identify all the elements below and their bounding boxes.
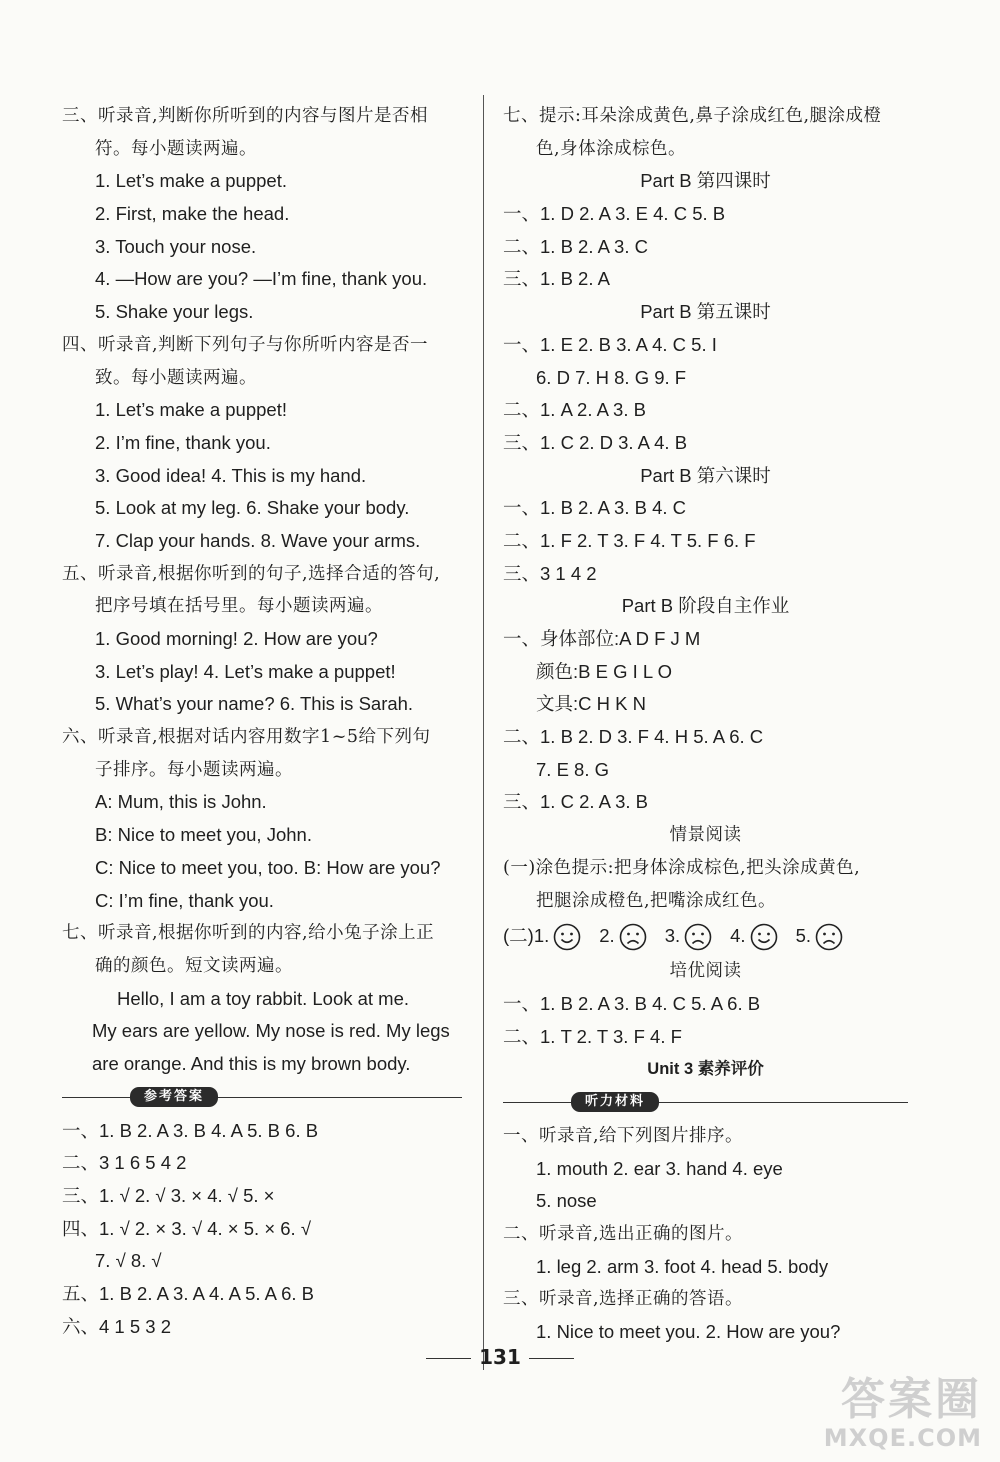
dialogue-line: B: Nice to meet you, John.	[95, 824, 312, 846]
happy-face-icon	[750, 923, 778, 951]
unit-heading: Unit 3 素养评价	[647, 1060, 764, 1079]
tip-line-cont: 色,身体涂成棕色。	[536, 138, 687, 159]
answer-line: 一、1. D 2. A 3. E 4. C 5. B	[503, 203, 726, 225]
listening-line: 3. Good idea! 4. This is my hand.	[95, 464, 367, 486]
answer-line: 三、3 1 4 2	[503, 562, 597, 584]
coloring-tip: (一)涂色提示:把身体涂成棕色,把头涂成黄色,	[503, 857, 861, 878]
lesson-heading: Part B 阶段自主作业	[621, 595, 790, 617]
face-number: 4.	[730, 925, 746, 947]
listening-line: 1. Let’s make a puppet!	[95, 399, 287, 421]
listening-material-tag: 听力材料	[571, 1092, 659, 1112]
dialogue-line: C: I’m fine, thank you.	[95, 889, 274, 911]
page-number	[0, 1345, 1000, 1369]
answer-line: 四、1. √ 2. × 3. √ 4. × 5. × 6. √	[62, 1217, 311, 1239]
left-column	[62, 100, 462, 1343]
section-3-title: 三、听录音,判断你所听到的内容与图片是否相	[62, 106, 429, 126]
answer-line: 三、1. C 2. A 3. B	[503, 791, 648, 813]
listening-line: 5. nose	[536, 1190, 597, 1212]
face-number: 2.	[599, 925, 615, 947]
tip-line: 七、提示:耳朵涂成黄色,鼻子涂成红色,腿涂成橙	[503, 106, 882, 126]
unit-section-title: 一、听录音,给下列图片排序。	[503, 1125, 744, 1146]
answer-line: 6. D 7. H 8. G 9. F	[536, 366, 687, 388]
unit-section-title: 三、听录音,选择正确的答语。	[503, 1289, 744, 1310]
unit-section-title: 二、听录音,选出正确的图片。	[503, 1224, 744, 1244]
answer-line: 六、4 1 5 3 2	[62, 1315, 172, 1337]
section-4-title-cont: 致。每小题读两遍。	[95, 367, 257, 388]
answer-line: 颜色:B E G I L O	[536, 660, 673, 682]
section-4-title: 四、听录音,判断下列句子与你所听内容是否一	[62, 334, 429, 355]
banner-rule	[503, 1102, 908, 1103]
answer-key-banner	[62, 1081, 462, 1115]
lesson-heading: Part B 第五课时	[640, 301, 771, 323]
answer-line: 二、1. A 2. A 3. B	[503, 399, 646, 421]
answer-line: 二、1. B 2. D 3. F 4. H 5. A 6. C	[503, 726, 764, 748]
answer-line: 一、1. B 2. A 3. B 4. A 5. B 6. B	[62, 1119, 319, 1141]
listening-line: 2. First, make the head.	[95, 203, 290, 225]
happy-face-icon	[553, 923, 581, 951]
section-6-title: 六、听录音,根据对话内容用数字1~5给下列句	[62, 727, 431, 748]
right-column	[503, 100, 908, 1349]
answer-line: 三、1. C 2. D 3. A 4. B	[503, 431, 688, 453]
faces-list	[534, 925, 847, 946]
answer-line: 一、1. B 2. A 3. B 4. C	[503, 497, 687, 519]
listening-line: 5. What’s your name? 6. This is Sarah.	[95, 693, 414, 715]
page-number-value: 131	[479, 1345, 521, 1369]
answer-line: 一、1. B 2. A 3. B 4. C 5. A 6. B	[503, 992, 761, 1014]
watermark	[824, 1376, 982, 1452]
faces-prefix: (二)	[503, 925, 534, 947]
listening-line: 2. I’m fine, thank you.	[95, 431, 271, 453]
answer-line: 7. √ 8. √	[95, 1250, 162, 1272]
page-number-dash	[529, 1358, 574, 1359]
passage-line: Hello, I am a toy rabbit. Look at me.	[117, 987, 410, 1009]
answer-key-tag: 参考答案	[130, 1087, 218, 1107]
passage-line: are orange. And this is my brown body.	[92, 1052, 411, 1074]
answer-line: 三、1. √ 2. √ 3. × 4. √ 5. ×	[62, 1185, 275, 1206]
listening-line: 1. Let’s make a puppet.	[95, 170, 287, 192]
lesson-heading: Part B 第四课时	[640, 170, 771, 192]
answer-line: 7. E 8. G	[536, 758, 610, 780]
listening-line: 5. Look at my leg. 6. Shake your body.	[95, 497, 410, 519]
answer-line: 三、1. B 2. A	[503, 268, 610, 290]
section-5-title-cont: 把序号填在括号里。每小题读两遍。	[95, 596, 383, 617]
face-number: 3.	[664, 925, 681, 947]
listening-line: 7. Clap your hands. 8. Wave your arms.	[95, 529, 421, 551]
listening-line: 3. Touch your nose.	[95, 235, 257, 257]
listening-line: 1. mouth 2. ear 3. hand 4. eye	[536, 1157, 783, 1179]
face-number: 1.	[533, 925, 550, 947]
page-number-dash	[426, 1358, 471, 1359]
faces-row	[503, 917, 908, 955]
reading-heading: 培优阅读	[669, 961, 742, 982]
dialogue-line: C: Nice to meet you, too. B: How are you?	[95, 856, 441, 878]
answer-line: 二、1. T 2. T 3. F 4. F	[503, 1025, 682, 1047]
section-7-title-cont: 确的颜色。短文读两遍。	[95, 955, 293, 976]
listening-line: 1. Good morning! 2. How are you?	[95, 628, 378, 649]
reading-heading: 情景阅读	[669, 825, 742, 846]
answer-line: 五、1. B 2. A 3. A 4. A 5. A 6. B	[62, 1283, 314, 1305]
listening-line: 4. —How are you? —I’m fine, thank you.	[95, 268, 428, 290]
sad-face-icon	[619, 923, 647, 951]
sad-face-icon	[684, 923, 712, 951]
passage-line: My ears are yellow. My nose is red. My legs	[92, 1020, 450, 1042]
watermark-url: MXQE.COM	[823, 1424, 982, 1452]
listening-line: 5. Shake your legs.	[95, 301, 254, 323]
coloring-tip-cont: 把腿涂成橙色,把嘴涂成红色。	[536, 890, 777, 911]
face-number: 5.	[795, 925, 812, 947]
dialogue-line: A: Mum, this is John.	[95, 791, 267, 813]
answer-line: 一、1. E 2. B 3. A 4. C 5. I	[503, 333, 717, 355]
section-7-title: 七、听录音,根据你听到的内容,给小兔子涂上正	[62, 923, 435, 944]
answer-line: 二、1. B 2. A 3. C	[503, 235, 648, 257]
listening-material-banner	[503, 1086, 908, 1120]
banner-rule	[62, 1097, 462, 1098]
answer-line: 二、1. F 2. T 3. F 4. T 5. F 6. F	[503, 529, 756, 551]
column-divider	[483, 95, 484, 1370]
section-5-title: 五、听录音,根据你听到的句子,选择合适的答句,	[62, 563, 441, 584]
listening-line: 1. Nice to meet you. 2. How are you?	[536, 1321, 841, 1343]
watermark-logo: 答案圈	[841, 1374, 982, 1425]
answer-line: 一、身体部位:A D F J M	[503, 628, 701, 649]
listening-line: 1. leg 2. arm 3. foot 4. head 5. body	[536, 1255, 829, 1277]
answer-line: 文具:C H K N	[536, 693, 646, 715]
section-6-title-cont: 子排序。每小题读两遍。	[95, 759, 293, 780]
answer-line: 二、3 1 6 5 4 2	[62, 1152, 187, 1174]
lesson-heading: Part B 第六课时	[640, 464, 771, 486]
section-3-title-cont: 符。每小题读两遍。	[95, 138, 257, 159]
sad-face-icon	[815, 923, 843, 951]
listening-line: 3. Let’s play! 4. Let’s make a puppet!	[95, 660, 396, 682]
